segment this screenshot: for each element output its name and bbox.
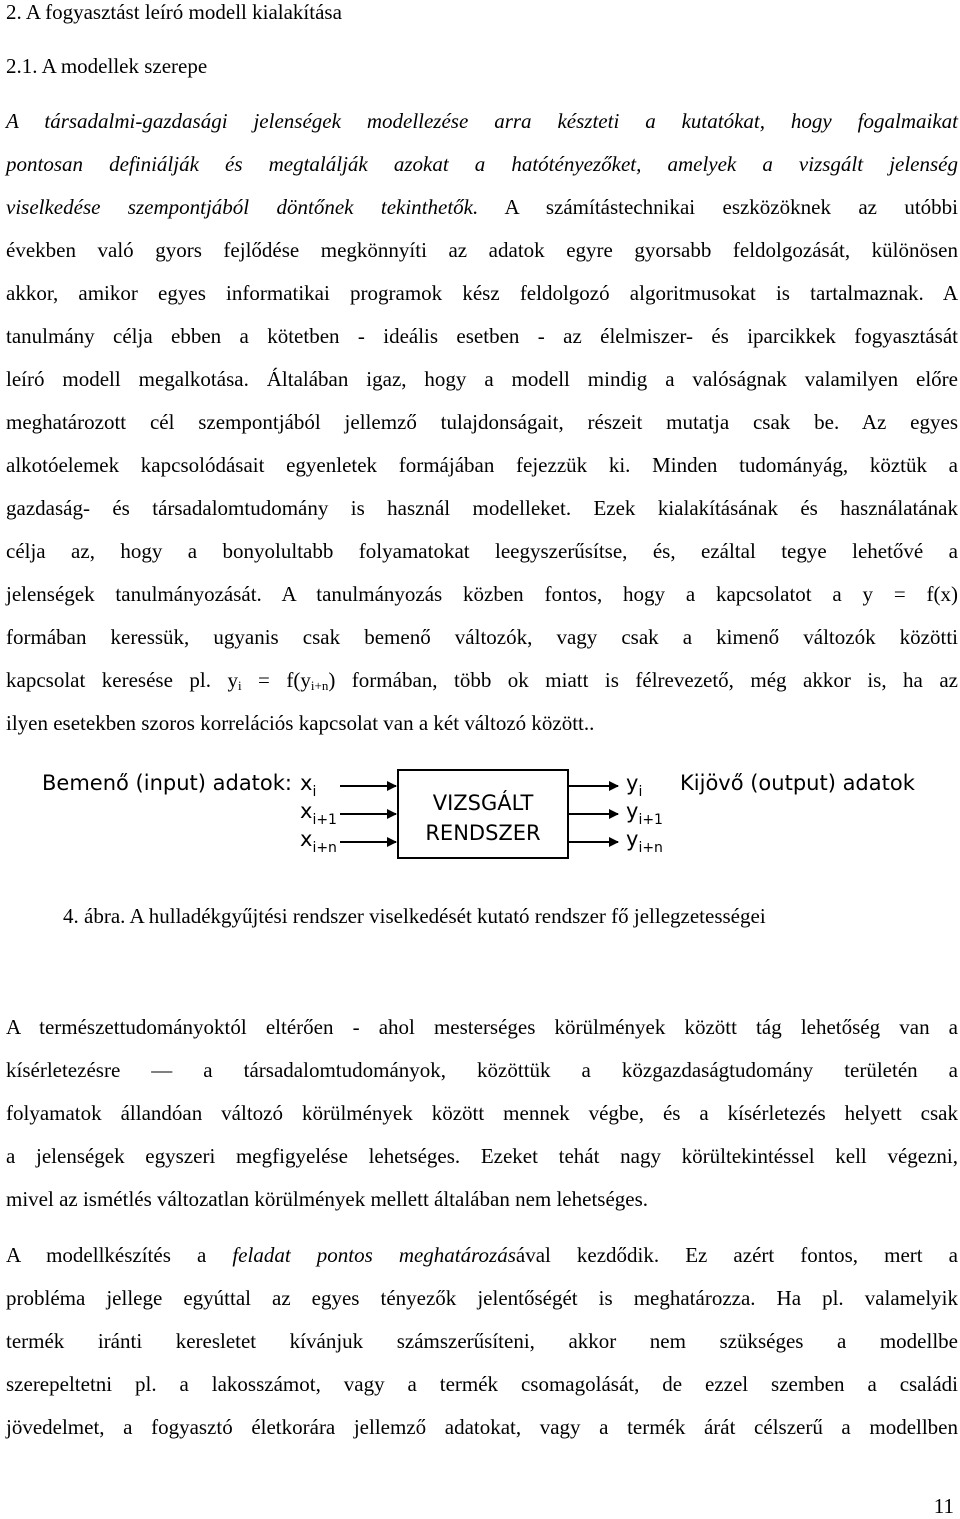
section-heading: 2. A fogyasztást leíró modell kialakítása <box>6 0 342 24</box>
text-line <box>6 659 958 702</box>
text-line: pontosan definiálják és megtalálják azokat a hatótényezőket, amelyek a vizsgált jelenség <box>6 152 958 176</box>
text-line: leíró modell megalkotása. Általában igaz, hogy a modell mindig a valóságnak valamilyen előre <box>6 367 958 391</box>
text-line: gazdaság- és társadalomtudomány is használ modelleket. Ezek kialakításának és használatának <box>6 496 958 520</box>
system-box-label: VIZSGÁLT <box>432 791 534 815</box>
italic-text: viselkedése szempontjából döntőnek tekinthetők. <box>6 195 479 219</box>
input-variable: $x_{i+n}$ <box>300 827 337 856</box>
text-span: A modellkészítés a <box>6 1243 233 1267</box>
text-line: probléma jellege egyúttal az egyes tényezők jelentőségét is meghatározza. Ha pl. valamelyik <box>6 1286 958 1310</box>
paragraph-3 <box>6 1234 958 1449</box>
text-line: szerepeltetni pl. a lakosszámot, vagy a termék csomagolását, de ezzel szemben a családi <box>6 1372 958 1396</box>
text-line: A társadalmi-gazdasági jelenségek modellezése arra készteti a kutatókat, hogy fogalmaikat <box>6 109 958 133</box>
italic-text: feladat pontos meghatározás <box>232 1243 516 1267</box>
text-span: A számítástechnikai eszközöknek az utóbbi <box>478 195 959 219</box>
text-line: ilyen esetekben szoros korrelációs kapcsolat van a két változó között.. <box>6 711 595 735</box>
text-line: A természettudományoktól eltérően - ahol mesterséges körülmények között tág lehetőség van a <box>6 1015 958 1039</box>
subscript: i <box>237 678 242 693</box>
paragraph-2 <box>6 1006 958 1221</box>
text-line <box>6 1234 958 1277</box>
text-span: = f(y <box>241 668 311 692</box>
text-line: kísérletezésre — a társadalomtudományok, közöttük a közgazdaságtudomány területén a <box>6 1058 958 1082</box>
output-label: Kijövő (output) adatok <box>680 771 915 795</box>
text-span: kapcsolat keresése pl. y <box>6 668 238 692</box>
text-line: a jelenségek egyszeri megfigyelése lehetséges. Ezeket tehát nagy körültekintéssel kell végezni, <box>6 1144 958 1168</box>
input-variable: $x_{i+1}$ <box>300 799 337 828</box>
input-label: Bemenő (input) adatok: <box>42 771 293 795</box>
text-line: mivel az ismétlés változatlan körülmények mellett általában nem lehetséges. <box>6 1187 649 1211</box>
input-variable: $x_i$ <box>300 771 317 800</box>
text-line: alkotóelemek kapcsolódásait egyenletek formájában fejezzük ki. Minden tudományág, köztük a <box>6 453 958 477</box>
text-line: jelenségek tanulmányozását. A tanulmányozás közben fontos, hogy a kapcsolatot a y = f(x) <box>6 582 958 606</box>
text-line: termék iránti keresletet kívánjuk számszerűsíteni, akkor nem szükséges a modellbe <box>6 1329 958 1353</box>
page-number: 11 <box>933 1494 954 1518</box>
text-line: meghatározott cél szempontjából jellemző tulajdonságait, részeit mutatja csak be. Az egyes <box>6 410 958 434</box>
text-line <box>6 186 958 229</box>
text-line: tanulmány célja ebben a kötetben - ideális esetben - az élelmiszer- és iparcikkek fogyasztását <box>6 324 958 348</box>
text-span: ) formában, több ok miatt is félrevezető, még akkor is, ha az <box>328 668 958 692</box>
subsection-heading: 2.1. A modellek szerepe <box>6 54 208 78</box>
output-variable: $y_i$ <box>626 771 643 800</box>
output-variable: $y_{i+n}$ <box>626 827 663 856</box>
text-line: folyamatok állandóan változó körülmények között mennek végbe, és a kísérletezés helyett csak <box>6 1101 958 1125</box>
figure-caption: 4. ábra. A hulladékgyűjtési rendszer viselkedését kutató rendszer fő jellegzetességei <box>63 904 766 928</box>
system-box-label: RENDSZER <box>425 821 541 845</box>
text-line: célja az, hogy a bonyolultabb folyamatokat leegyszerűsítse, és, ezáltal tegye lehetővé a <box>6 539 958 563</box>
text-line: formában keressük, ugyanis csak bemenő változók, vagy csak a kimenő változók közötti <box>6 625 958 649</box>
text-line: akkor, amikor egyes informatikai programok kész feldolgozó algoritmusokat is tartalmaznak. A <box>6 281 958 305</box>
system-diagram <box>0 758 960 868</box>
subscript: i+n <box>310 678 329 693</box>
paragraph-1 <box>6 100 958 745</box>
output-variable: $y_{i+1}$ <box>626 799 663 828</box>
text-line: jövedelmet, a fogyasztó életkorára jellemző adatokat, vagy a termék árát célszerű a modellben <box>6 1415 958 1439</box>
text-line: években való gyors fejlődése megkönnyíti az adatok egyre gyorsabb feldolgozását, különösen <box>6 238 958 262</box>
text-span: ával kezdődik. Ez azért fontos, mert a <box>515 1243 958 1267</box>
